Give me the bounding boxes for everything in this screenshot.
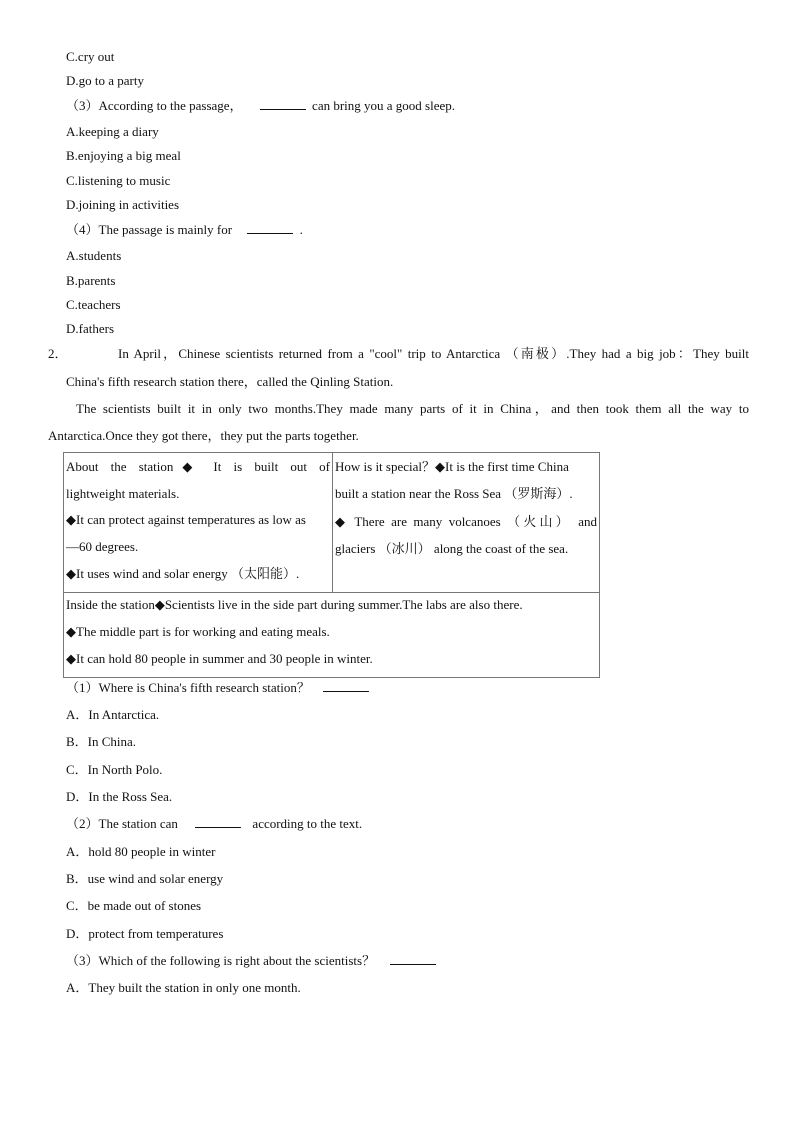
- table-text: Inside the station◆Scientists live in the side part during summer.The labs are also there.: [66, 597, 523, 612]
- option-a: A．They built the station in only one month.: [66, 980, 301, 995]
- question-2-1: [66, 680, 372, 696]
- option-b: B．In China.: [66, 734, 137, 749]
- table-text: ◆It can hold 80 people in summer and 30 people in winter.: [66, 651, 373, 666]
- table-text: glaciers （冰川） along the coast of the sea.: [335, 541, 569, 556]
- answer-blank: [323, 690, 369, 692]
- question-2-2: [66, 816, 362, 832]
- question-text: （3）Which of the following is right about the scientists？: [66, 953, 376, 968]
- table-text: built a station near the Ross Sea （罗斯海）.: [335, 486, 573, 501]
- question-text: （3）According to the passage，: [66, 98, 243, 113]
- option-d: D.fathers: [66, 321, 115, 336]
- option-c: C.listening to music: [66, 173, 171, 188]
- option-d: D.go to a party: [66, 73, 144, 88]
- option-a: A.students: [66, 248, 122, 263]
- question-text: （2）The station can: [66, 816, 178, 831]
- table-text: ◆It uses wind and solar energy （太阳能）.: [66, 566, 300, 581]
- option-d: D.joining in activities: [66, 197, 180, 212]
- question-2-3: [66, 953, 439, 969]
- option-d: D．In the Ross Sea.: [66, 789, 173, 804]
- answer-blank: [195, 826, 241, 828]
- table-text: ◆ There are many volcanoes （火山） and: [335, 514, 597, 529]
- table-cell-about: [63, 452, 333, 593]
- option-b: B.parents: [66, 273, 116, 288]
- table-text: About the station◆ It is built out of: [66, 459, 330, 474]
- table-text: ◆It can protect against temperatures as low as: [66, 512, 306, 527]
- option-a: A.keeping a diary: [66, 124, 159, 139]
- option-a: A．hold 80 people in winter: [66, 844, 216, 859]
- question-text-suffix: according to the text.: [252, 816, 363, 831]
- option-b: B．use wind and solar energy: [66, 871, 224, 886]
- option-b: B.enjoying a big meal: [66, 148, 181, 163]
- passage-line: In April，Chinese scientists returned from a "cool" trip to Antarctica （南极）.They had a big job：They built: [118, 346, 749, 361]
- passage-line: China's fifth research station there，called the Qinling Station.: [66, 374, 394, 389]
- passage-line: The scientists built it in only two months.They made many parts of it in China，and then took them all the way to: [76, 401, 749, 416]
- answer-blank: [390, 963, 436, 965]
- question-text: （1）Where is China's fifth research station？: [66, 680, 310, 695]
- table-cell-special: [332, 452, 600, 593]
- table-text: lightweight materials.: [66, 486, 180, 501]
- option-c: C．be made out of stones: [66, 898, 202, 913]
- answer-blank: [260, 108, 306, 110]
- option-c: C．In North Polo.: [66, 762, 163, 777]
- table-cell-inside: [63, 592, 600, 678]
- question-text: （4）The passage is mainly for: [66, 222, 233, 237]
- question-number: 2．: [48, 346, 68, 361]
- table-text: How is it special？◆It is the first time China: [335, 459, 569, 474]
- table-text: —60 degrees.: [66, 539, 139, 554]
- table-text: ◆The middle part is for working and eating meals.: [66, 624, 330, 639]
- option-c: C.cry out: [66, 49, 115, 64]
- option-a: A．In Antarctica.: [66, 707, 160, 722]
- option-c: C.teachers: [66, 297, 121, 312]
- answer-blank: [247, 232, 293, 234]
- option-d: D．protect from temperatures: [66, 926, 224, 941]
- question-1-4: [66, 222, 303, 238]
- question-text-suffix: .: [299, 222, 303, 237]
- passage-line: Antarctica.Once they got there，they put the parts together.: [48, 428, 359, 443]
- question-1-3: [66, 98, 455, 114]
- question-text-suffix: can bring you a good sleep.: [312, 98, 456, 113]
